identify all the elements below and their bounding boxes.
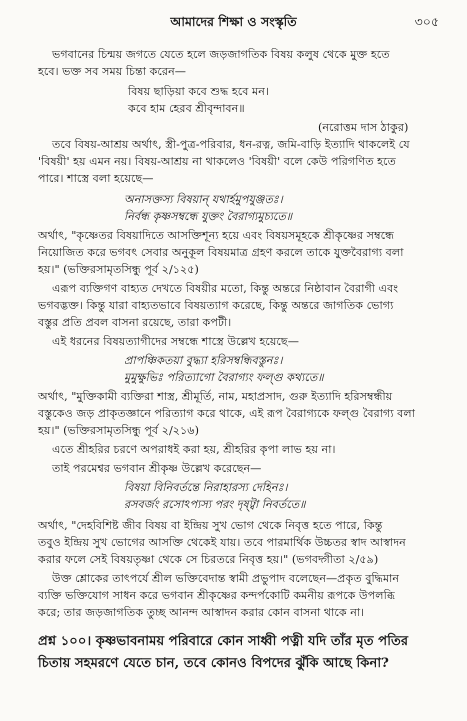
text-line-l16: বস্তুর প্রতি প্রবল বাসনা রয়েছে, তারা কপটী।	[38, 316, 232, 329]
running-header-title: আমাদের শিক্ষা ও সংস্কৃতি	[170, 14, 297, 29]
text-line-l12: নিয়োজিত করে ভগবৎ সেবার অনুকূল বিষয়মাত্র গ্রহণ করলে তাকে যুক্তবৈরাগ্য বলা	[38, 246, 404, 259]
text-line-l04: কবে হাম হেরব শ্রীবৃন্দাবন॥	[128, 102, 245, 115]
text-line-l07: 'বিষয়ী' হয় এমন নয়। বিষয়-আশ্রয় না থাকলেও 'বিষয়ী' বলে কেউ পরিগণিত হতে	[38, 155, 396, 168]
question-heading-line-2: চিতায় সহমরণে যেতে চান, তবে কোনও বিপদের ঝুঁকি আছে কিনা?	[38, 656, 389, 671]
text-line-l02: হবে। ভক্ত সব সময় চিন্তা করেন—	[38, 65, 186, 78]
text-line-l19: মুমুক্ষুভিঃ পরিত্যাগো বৈরাগ্যং ফল্গু কথ্যতে॥	[124, 371, 324, 384]
text-line-l05: (নরোত্তম দাস ঠাকুর)	[318, 121, 409, 134]
text-line-l28: তবুও ইন্দ্রিয় সুখ ভোগের আসক্তি থেকেই যায়। তবে পারমার্থিক উচ্চতর স্বাদ আস্বাদন	[38, 536, 406, 549]
text-line-l32: করে; তার জড়জাগতিক তুচ্ছ আনন্দ আস্বাদন করার কোন বাসনা থাকে না।	[38, 606, 365, 619]
text-line-l06: তবে বিষয়-আশ্রয় অর্থাৎ, স্ত্রী-পুত্র-পরিবার, ধন-রত্ন, জমি-বাড়ি ইত্যাদি থাকলেই যে	[52, 138, 410, 151]
text-line-l01: ভগবানের চিন্ময় জগতে যেতে হলে জড়জাগতিক বিষয় কলুষ থেকে মুক্ত হতে	[52, 48, 390, 61]
text-line-l26: রসবর্জং রসোঽপ্যস্য পরং দৃষ্ট্বা নিবর্ততে॥	[124, 498, 306, 511]
text-line-l10: নির্বন্ধ কৃষ্ণসম্বন্ধে যুক্তং বৈরাগ্যমুচ্যতে॥	[124, 210, 293, 223]
text-line-l29: করার ফলে সেই বিষয়তৃষ্ণা থেকে সে চিরতরে নিবৃত্ত হয়।" (ভগবদ্গীতা ২/৫৯)	[38, 553, 379, 566]
text-line-l13: হয়।" (ভক্তিরসামৃতসিন্ধু পূর্ব ২/১২৫)	[38, 263, 199, 276]
text-line-l31: ব্যক্তি ভক্তিযোগ সাধন করে ভগবান শ্রীকৃষ্ণের কন্দর্পকোটি কমনীয় রূপকে উপলব্ধি	[38, 589, 395, 602]
text-line-l18: প্রাপঞ্চিকতয়া বুদ্ধ্যা হরিসম্বন্ধিবস্তুনঃ।	[124, 354, 283, 367]
text-line-l20: অর্থাৎ, "মুক্তিকামী ব্যক্তিরা শাস্ত্র, শ্রীমূর্তি, নাম, মহাপ্রসাদ, গুরু ইত্যাদি হরিসম্বন্ধীয়	[38, 390, 393, 403]
text-line-l27: অর্থাৎ, "দেহবিশিষ্ট জীব বিষয় বা ইন্দ্রিয় সুখ ভোগ থেকে নিবৃত্ত হতে পারে, কিন্তু	[38, 519, 383, 532]
text-line-l03: বিষয় ছাড়িয়া কবে শুদ্ধ হবে মন।	[128, 85, 269, 98]
text-line-l23: এতে শ্রীহরির চরণে অপরাধই করা হয়, শ্রীহরির কৃপা লাভ হয় না।	[52, 443, 336, 456]
text-line-l08: পারে। শাস্ত্রে বলা হয়েছে—	[38, 172, 154, 185]
page-number: ৩০৫	[414, 14, 439, 29]
text-line-l22: হয়।" (ভক্তিরসামৃতসিন্ধু পূর্ব ২/২১৬)	[38, 424, 199, 437]
text-line-l21: বস্তুকেও জড় প্রাকৃতজ্ঞানে পরিত্যাগ করে থাকে, এই রূপ বৈরাগ্যকে ফল্গু বৈরাগ্য বলা	[38, 407, 415, 420]
text-line-l17: এই ধরনের বিষয়ত্যাগীদের সম্বন্ধে শাস্ত্রে উল্লেখ হয়েছে—	[52, 335, 299, 348]
question-heading-line-1: প্রশ্ন ১০০। কৃষ্ণভাবনাময় পরিবারে কোন সাধ্বী পত্নী যদি তাঁর মৃত পতির	[38, 634, 409, 649]
text-line-l24: তাই পরমেশ্বর ভগবান শ্রীকৃষ্ণ উল্লেখ করেছেন—	[52, 462, 262, 475]
text-line-l25: বিষয়া বিনিবর্তন্তে নিরাহারস্য দেহিনঃ।	[124, 481, 288, 494]
text-line-l30: উক্ত শ্লোকের তাৎপর্যে শ্রীল ভক্তিবেদান্ত স্বামী প্রভুপাদ বলেছেন—প্রকৃত বুদ্ধিমান	[52, 572, 400, 585]
text-line-l15: ভগবদ্ভক্ত। কিন্তু যারা বাহ্যতভাবে বিষয়ত্যাগ করেছে, কিন্তু অন্তরে জাগতিক ভোগ্য	[38, 299, 394, 312]
text-line-l09: অনাসক্তস্য বিষয়ান্ যথার্হমুপযুঞ্জতঃ।	[124, 193, 283, 206]
text-line-l14: এরূপ ব্যক্তিগণ বাহ্যত দেখতে বিষয়ীর মতো, কিন্তু অন্তরে নিষ্ঠাবান বৈরাগী এবং	[52, 282, 399, 295]
text-line-l11: অর্থাৎ, "কৃষ্ণেতর বিষয়াদিতে আসক্তিশূন্য হয়ে এবং বিষয়সমূহকে শ্রীকৃষ্ণের সম্বন্ধে	[38, 229, 395, 242]
